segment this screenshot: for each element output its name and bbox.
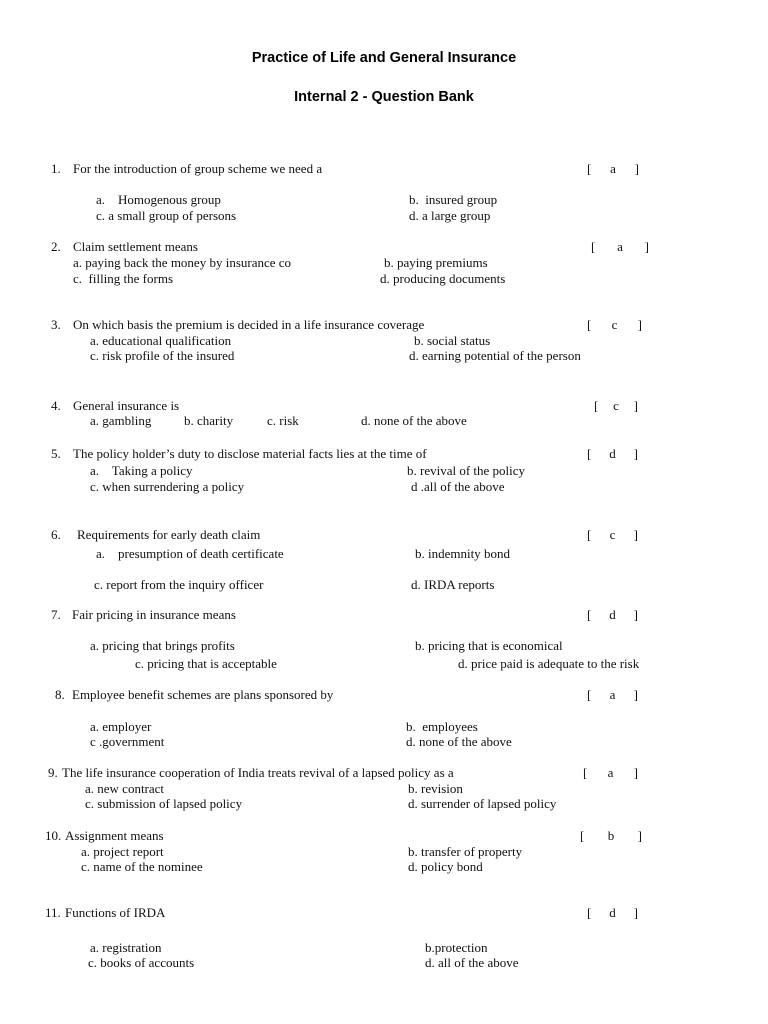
bracket-close: ] <box>633 607 638 622</box>
bracket-open: [ <box>587 446 592 461</box>
bracket-close: ] <box>637 317 642 332</box>
bracket-close: ] <box>633 446 638 461</box>
bracket-close: ] <box>633 398 638 413</box>
question-text: Claim settlement means <box>73 239 198 254</box>
option-c: c. report from the inquiry officer <box>94 577 264 592</box>
answer-key <box>587 317 642 333</box>
option-b: b. revision <box>408 781 463 796</box>
question-number: 3. <box>51 317 61 332</box>
option-a: a. Taking a policy <box>90 463 193 478</box>
answer-letter: a <box>610 161 616 176</box>
question-number: 10. <box>45 828 62 843</box>
option-a: a. Homogenous group <box>96 192 221 207</box>
answer-letter: a <box>609 687 616 702</box>
option-a: a. presumption of death certificate <box>96 546 284 561</box>
question-text: Functions of IRDA <box>65 905 166 920</box>
answer-key <box>587 446 638 462</box>
answer-key <box>583 765 638 781</box>
option-c: c. risk profile of the insured <box>90 348 235 363</box>
bracket-close: ] <box>633 905 638 920</box>
document-subtitle: Internal 2 - Question Bank <box>294 89 474 105</box>
bracket-open: [ <box>587 317 592 332</box>
question-text: The policy holder’s duty to disclose material facts lies at the time of <box>73 446 427 461</box>
question-number: 9. <box>48 765 58 780</box>
answer-key <box>587 527 638 543</box>
bracket-open: [ <box>587 905 592 920</box>
option-a: a. project report <box>81 844 164 859</box>
bracket-close: ] <box>633 527 638 542</box>
bracket-open: [ <box>587 527 592 542</box>
option-d: d. a large group <box>409 208 491 223</box>
option-b: b. social status <box>414 333 491 348</box>
question-number: 11. <box>45 905 61 920</box>
option-b: b.protection <box>425 940 488 955</box>
bracket-open: [ <box>591 239 596 254</box>
option-d: d. producing documents <box>380 271 506 286</box>
option-d: d. all of the above <box>425 955 519 970</box>
question-number: 5. <box>51 446 61 461</box>
document-title: Practice of Life and General Insurance <box>251 50 517 66</box>
option-b: b. pricing that is economical <box>415 638 563 653</box>
option-a: a. new contract <box>85 781 165 796</box>
answer-key <box>580 828 642 844</box>
option-d: d .all of the above <box>411 479 505 494</box>
option-d: d. none of the above <box>406 734 512 749</box>
question-number: 4. <box>51 398 61 413</box>
question-number: 1. <box>51 161 61 176</box>
bracket-open: [ <box>583 765 588 780</box>
option-c: c. pricing that is acceptable <box>135 656 277 671</box>
option-c: c. submission of lapsed policy <box>85 796 243 811</box>
option-b: b. employees <box>406 719 478 734</box>
answer-letter: a <box>607 765 614 780</box>
answer-key <box>587 687 638 703</box>
option-b: b. insured group <box>409 192 498 207</box>
answer-key <box>587 905 638 921</box>
option-d: d. surrender of lapsed policy <box>408 796 557 811</box>
option-a: a. pricing that brings profits <box>90 638 235 653</box>
question-number: 2. <box>51 239 61 254</box>
answer-letter: a <box>617 239 623 254</box>
question-text: Employee benefit schemes are plans sponsored by <box>72 687 334 702</box>
answer-key <box>587 607 638 623</box>
bracket-open: [ <box>587 161 592 176</box>
bracket-close: ] <box>634 161 639 176</box>
bracket-close: ] <box>633 687 638 702</box>
bracket-open: [ <box>580 828 585 843</box>
bracket-open: [ <box>594 398 599 413</box>
bracket-close: ] <box>644 239 649 254</box>
bracket-open: [ <box>587 687 592 702</box>
answer-letter: d <box>609 446 616 461</box>
question-text: The life insurance cooperation of India treats revival of a lapsed policy as a <box>62 765 454 780</box>
answer-letter: c <box>611 317 618 332</box>
option-c: c. name of the nominee <box>81 859 203 874</box>
option-b: b. charity <box>184 413 234 428</box>
answer-letter: d <box>609 607 616 622</box>
option-a: a. employer <box>90 719 152 734</box>
option-c: c. risk <box>267 413 299 428</box>
question-text: Assignment means <box>65 828 164 843</box>
option-a: a. educational qualification <box>90 333 232 348</box>
option-b: b. revival of the policy <box>407 463 526 478</box>
question-text: Fair pricing in insurance means <box>72 607 236 622</box>
option-c: c. filling the forms <box>73 271 174 286</box>
bracket-open: [ <box>587 607 592 622</box>
option-b: b. paying premiums <box>384 255 488 270</box>
option-d: d. policy bond <box>408 859 483 874</box>
answer-key <box>594 398 638 414</box>
option-d: d. earning potential of the person <box>409 348 581 363</box>
option-c: c. a small group of persons <box>96 208 237 223</box>
question-number: 8. <box>55 687 65 702</box>
answer-letter: c <box>613 398 619 413</box>
answer-letter: c <box>609 527 616 542</box>
answer-letter: d <box>609 905 616 920</box>
option-c: c. books of accounts <box>88 955 195 970</box>
option-a: a. gambling <box>90 413 152 428</box>
option-c: c. when surrendering a policy <box>90 479 245 494</box>
answer-letter: b <box>607 828 615 843</box>
option-d: d. IRDA reports <box>411 577 495 592</box>
question-text: General insurance is <box>73 398 180 413</box>
question-number: 7. <box>51 607 61 622</box>
option-d: d. price paid is adequate to the risk <box>458 656 640 671</box>
option-b: b. indemnity bond <box>415 546 510 561</box>
question-number: 6. <box>51 527 61 542</box>
answer-key <box>587 161 639 177</box>
bracket-close: ] <box>637 828 642 843</box>
question-text: Requirements for early death claim <box>77 527 261 542</box>
answer-key <box>591 239 649 255</box>
question-text: On which basis the premium is decided in a life insurance coverage <box>73 317 425 332</box>
question-text: For the introduction of group scheme we need a <box>73 161 323 176</box>
option-a: a. paying back the money by insurance co <box>73 255 292 270</box>
option-b: b. transfer of property <box>408 844 523 859</box>
option-c: c .government <box>90 734 165 749</box>
option-d: d. none of the above <box>361 413 467 428</box>
bracket-close: ] <box>633 765 638 780</box>
option-a: a. registration <box>90 940 162 955</box>
